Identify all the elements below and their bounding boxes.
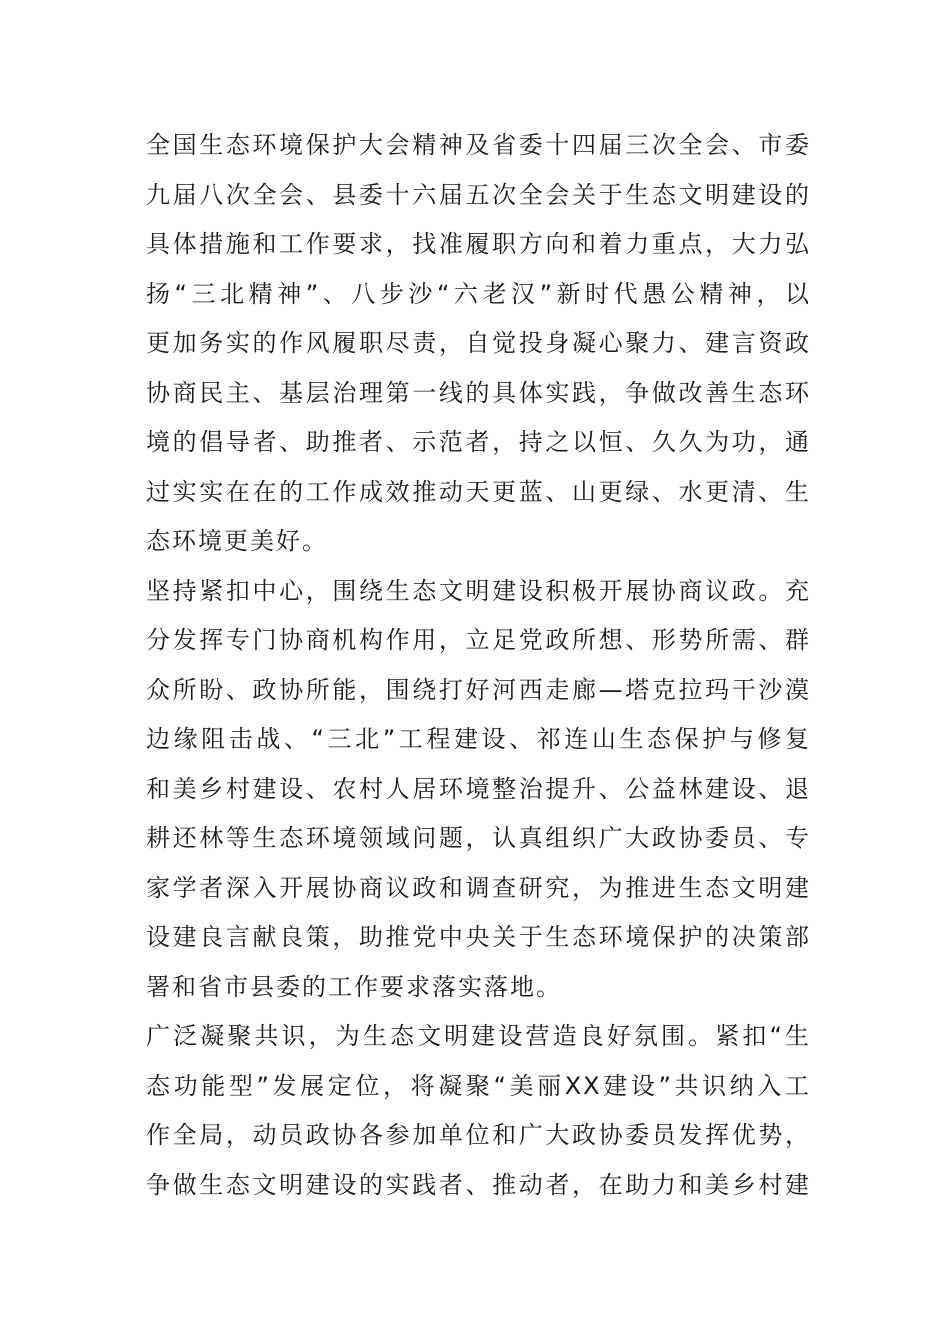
text-line: 境的倡导者、助推者、示范者，持之以恒、久久为功，通 bbox=[146, 428, 811, 456]
text-line: 署和省市县委的工作要求落实落地。 bbox=[146, 973, 562, 1001]
text-line: 边缘阻击战、“三北”工程建设、祁连山生态保护与修复 bbox=[146, 725, 811, 753]
text-line: 态功能型”发展定位，将凝聚“美丽XX建设”共识纳入工 bbox=[146, 1072, 811, 1100]
text-line: 全国生态环境保护大会精神及省委十四届三次全会、市委 bbox=[146, 131, 811, 159]
text-line: 具体措施和工作要求，找准履职方向和着力重点，大力弘 bbox=[146, 230, 811, 258]
text-line: 更加务实的作风履职尽责，自觉投身凝心聚力、建言资政 bbox=[146, 329, 811, 357]
text-line: 众所盼、政协所能，围绕打好河西走廊—塔克拉玛干沙漠 bbox=[146, 676, 811, 704]
text-line: 广泛凝聚共识，为生态文明建设营造良好氛围。紧扣“生 bbox=[146, 1022, 811, 1050]
text-line: 家学者深入开展协商议政和调查研究，为推进生态文明建 bbox=[146, 874, 811, 902]
text-line: 协商民主、基层治理第一线的具体实践，争做改善生态环 bbox=[146, 379, 811, 407]
text-line: 坚持紧扣中心，围绕生态文明建设积极开展协商议政。充 bbox=[146, 577, 811, 605]
text-line: 分发挥专门协商机构作用，立足党政所想、形势所需、群 bbox=[146, 626, 811, 654]
text-line: 作全局，动员政协各参加单位和广大政协委员发挥优势， bbox=[146, 1121, 811, 1149]
text-line: 耕还林等生态环境领域问题，认真组织广大政协委员、专 bbox=[146, 824, 811, 852]
text-line: 态环境更美好。 bbox=[146, 527, 328, 555]
text-line: 设建良言献良策，助推党中央关于生态环境保护的决策部 bbox=[146, 923, 811, 951]
text-line: 九届八次全会、县委十六届五次全会关于生态文明建设的 bbox=[146, 181, 811, 209]
text-line: 扬“三北精神”、八步沙“六老汉”新时代愚公精神，以 bbox=[146, 280, 811, 308]
text-line: 过实实在在的工作成效推动天更蓝、山更绿、水更清、生 bbox=[146, 478, 811, 506]
text-line: 争做生态文明建设的实践者、推动者，在助力和美乡村建 bbox=[146, 1171, 811, 1199]
text-line: 和美乡村建设、农村人居环境整治提升、公益林建设、退 bbox=[146, 775, 811, 803]
